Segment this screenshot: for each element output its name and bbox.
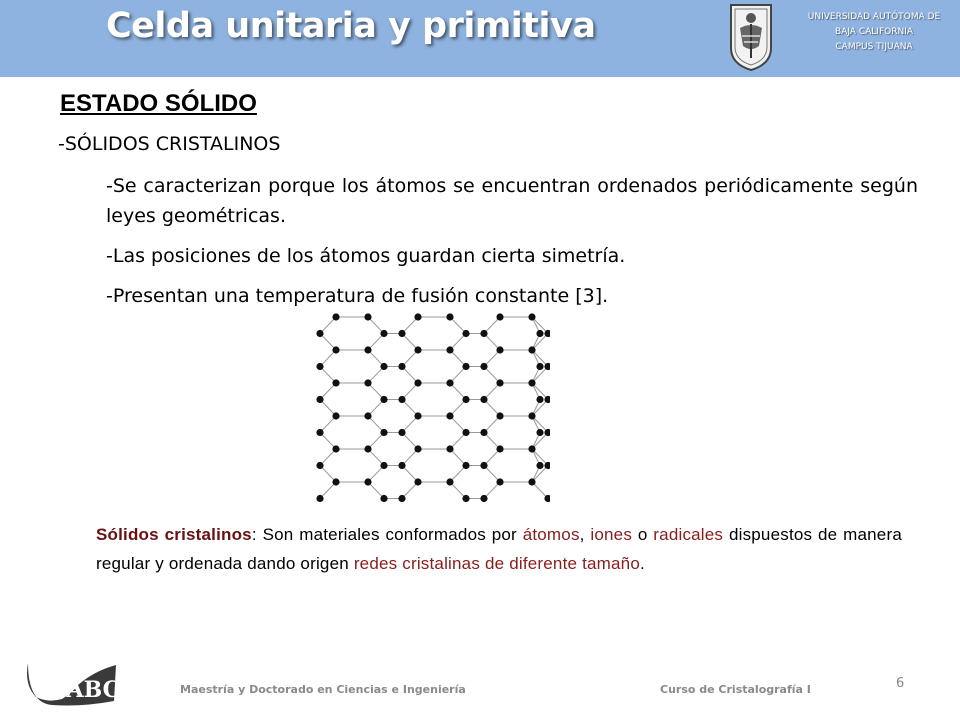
lattice-atom [398, 495, 405, 502]
university-line-3: CAMPUS TIJUANA [835, 42, 913, 52]
section-heading: ESTADO SÓLIDO [60, 90, 257, 117]
lattice-atom [380, 495, 387, 502]
lattice-atom [414, 313, 421, 320]
lattice-atom [332, 478, 339, 485]
lattice-atom [398, 396, 405, 403]
lattice-atom [398, 462, 405, 469]
lattice-atom [480, 396, 487, 403]
lattice-atom [332, 313, 339, 320]
lattice-atom [332, 346, 339, 353]
lattice-atom [462, 330, 469, 337]
caption-highlight-atoms: átomos [522, 525, 580, 544]
university-line-2: BAJA CALIFORNIA [834, 27, 913, 37]
lattice-atom [414, 379, 421, 386]
lattice-atom [462, 462, 469, 469]
lattice-atom [446, 313, 453, 320]
lattice-atom [364, 346, 371, 353]
university-crest-icon [728, 2, 774, 72]
lattice-atom [364, 445, 371, 452]
uabc-logo [22, 657, 120, 707]
lattice-atom [480, 363, 487, 370]
caption-part-1: : Son materiales conformados por [251, 525, 523, 544]
lattice-atom [536, 396, 543, 403]
lattice-atom [364, 379, 371, 386]
lattice-atom [446, 412, 453, 419]
caption-highlight-networks: redes cristalinas de diferente tamaño [353, 554, 640, 573]
lattice-atom [480, 462, 487, 469]
footer-course: Curso de Cristalografía I [660, 683, 811, 696]
lattice-atom [398, 330, 405, 337]
lattice-atom [496, 478, 503, 485]
lattice-atom [536, 330, 543, 337]
slide-title: Celda unitaria y primitiva [106, 6, 596, 46]
caption-part-5: . [639, 554, 645, 573]
page-number: 6 [896, 676, 905, 691]
lattice-atom [414, 445, 421, 452]
lattice-atom [528, 478, 535, 485]
lattice-atom [364, 313, 371, 320]
lattice-atom [398, 363, 405, 370]
lattice-atom [528, 346, 535, 353]
lattice-atom [364, 478, 371, 485]
lattice-atom [496, 445, 503, 452]
lattice-atom [536, 429, 543, 436]
caption-term: Sólidos cristalinos [96, 525, 252, 544]
lattice-atom [380, 462, 387, 469]
lattice-atom [446, 445, 453, 452]
lattice-atom [496, 313, 503, 320]
lattice-atom [446, 478, 453, 485]
lattice-atom [332, 412, 339, 419]
lattice-atom [480, 495, 487, 502]
lattice-atom [480, 330, 487, 337]
lattice-atom [316, 429, 323, 436]
bullet-2: -Las posiciones de los átomos guardan cierta simetría. [106, 245, 626, 267]
lattice-atom [414, 412, 421, 419]
lattice-atom [462, 495, 469, 502]
bullet-3: -Presentan una temperatura de fusión constante [3]. [106, 285, 609, 307]
lattice-atom [332, 445, 339, 452]
lattice-atom [462, 429, 469, 436]
caption-highlight-radicals: radicales [653, 525, 724, 544]
lattice-atom [528, 379, 535, 386]
caption-highlight-ions: iones [590, 525, 633, 544]
university-line-1: UNIVERSIDAD AUTÓTOMA DE [807, 12, 941, 22]
lattice-atom [380, 330, 387, 337]
lattice-atom [414, 478, 421, 485]
lattice-atom [480, 429, 487, 436]
caption-text [96, 520, 902, 578]
lattice-atom [462, 396, 469, 403]
caption-part-4: dispuestos de manera regular y ordenada dando origen [96, 525, 902, 573]
hexagonal-lattice-icon [312, 309, 550, 507]
lattice-atom [316, 495, 323, 502]
lattice-atom [528, 412, 535, 419]
bullet-1: -Se caracterizan porque los átomos se encuentran ordenados periódicamente según leyes geométricas. [106, 175, 918, 227]
caption-part-2: , [579, 525, 591, 544]
lattice-atom [316, 462, 323, 469]
subheading: -SÓLIDOS CRISTALINOS [58, 133, 281, 155]
lattice-atom [316, 363, 323, 370]
caption-part-3: o [632, 525, 654, 544]
lattice-atom [332, 379, 339, 386]
lattice-atom [380, 396, 387, 403]
lattice-atom [446, 346, 453, 353]
lattice-atom [496, 379, 503, 386]
lattice-atom [380, 429, 387, 436]
footer-program: Maestría y Doctorado en Ciencias e Ingeniería [180, 683, 466, 696]
lattice-atom [414, 346, 421, 353]
lattice-atom [536, 363, 543, 370]
lattice-atom [496, 346, 503, 353]
lattice-atom [316, 396, 323, 403]
lattice-atom [496, 412, 503, 419]
logo-text: UABC [48, 677, 120, 703]
lattice-atom [316, 330, 323, 337]
lattice-atom [528, 313, 535, 320]
lattice-atom [398, 429, 405, 436]
lattice-atom [380, 363, 387, 370]
lattice-atom [446, 379, 453, 386]
university-name [788, 10, 960, 55]
lattice-atom [364, 412, 371, 419]
lattice-atom [462, 363, 469, 370]
lattice-atom [528, 445, 535, 452]
lattice-atom [536, 462, 543, 469]
